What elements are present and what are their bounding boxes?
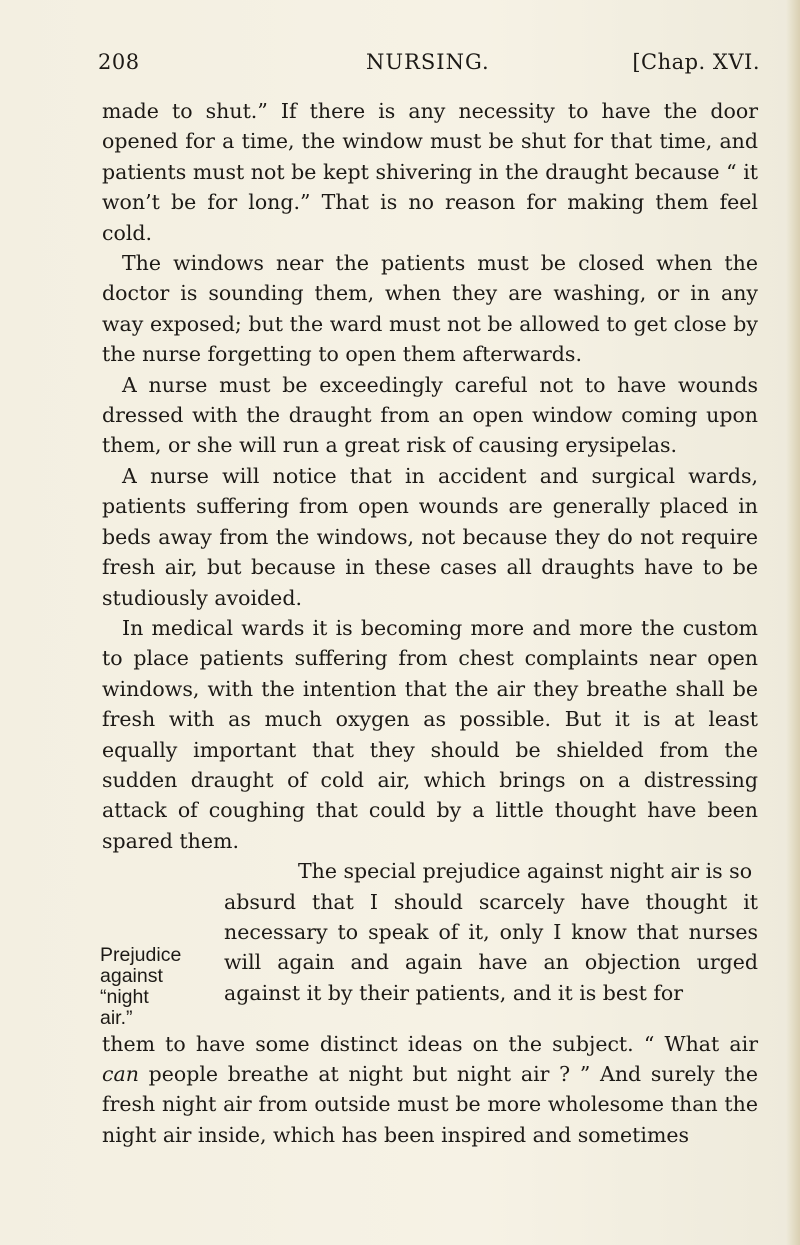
paragraph: The windows near the patients must be closed when the doctor is sounding them, when they are washing, or in any way exposed; but the ward must not be allowed to get close by the nurse forgetting to open them afterwards.	[102, 251, 758, 367]
paragraph: In medical wards it is becoming more and more the custom to place patients suffering from chest complaints near open windows, with the intention that the air they breathe shall be fresh with as much oxygen as possible. But it is at least equally important that they should be shielded from the sudden draught of cold air, which brings on a distressing attack of coughing that could by a little thought have been spared them.	[102, 615, 758, 853]
paragraph: A nurse will notice that in accident and surgical wards, patients suffering from open wounds are generally placed in beds away from the windows, not because they do not require fresh air, but because in these cases all draughts have to be studiously avoided.	[102, 463, 758, 610]
running-title: NURSING.	[366, 50, 490, 74]
sidenote-line: “night	[100, 985, 149, 1008]
paragraph-continuation	[102, 1029, 758, 1151]
night-air-section	[102, 856, 758, 1150]
paragraph-wrapped-text: absurd that I should scarcely have thought it necessary to speak of it, only I know that nurses will again and again have an objection urged against it by their patients, and it is best for	[224, 889, 758, 1005]
margin-sidenote	[100, 945, 210, 1029]
paragraph-lead-line: The special prejudice against night air is so	[298, 859, 753, 884]
page-number: 208	[98, 50, 140, 74]
page-edge-shadow	[786, 0, 800, 1245]
running-header	[98, 50, 760, 80]
continuation-text: them to have some distinct ideas on the subject. “ What air	[102, 1031, 758, 1056]
chapter-label: [Chap. XVI.	[632, 50, 760, 74]
body-text	[102, 96, 758, 1150]
sidenote-line: air.”	[100, 1006, 133, 1029]
paragraph: A nurse must be exceedingly careful not to have wounds dressed with the draught from an open window coming upon them, or she will run a great risk of causing erysipelas.	[102, 372, 758, 458]
continuation-text: people breathe at night but night air ? ” And surely the fresh night air from outside must be more wholesome than the night air inside, which has been inspired and sometimes	[102, 1061, 758, 1147]
italic-word: can	[102, 1061, 139, 1086]
sidenote-line: against	[100, 964, 163, 987]
sidenote-line: Prejudice	[100, 943, 182, 966]
paragraph: made to shut.” If there is any necessity to have the door opened for a time, the window must be shut for that time, and patients must not be kept shivering in the draught because “ it won’t be for long.” That is no reason for making them feel cold.	[102, 99, 758, 245]
